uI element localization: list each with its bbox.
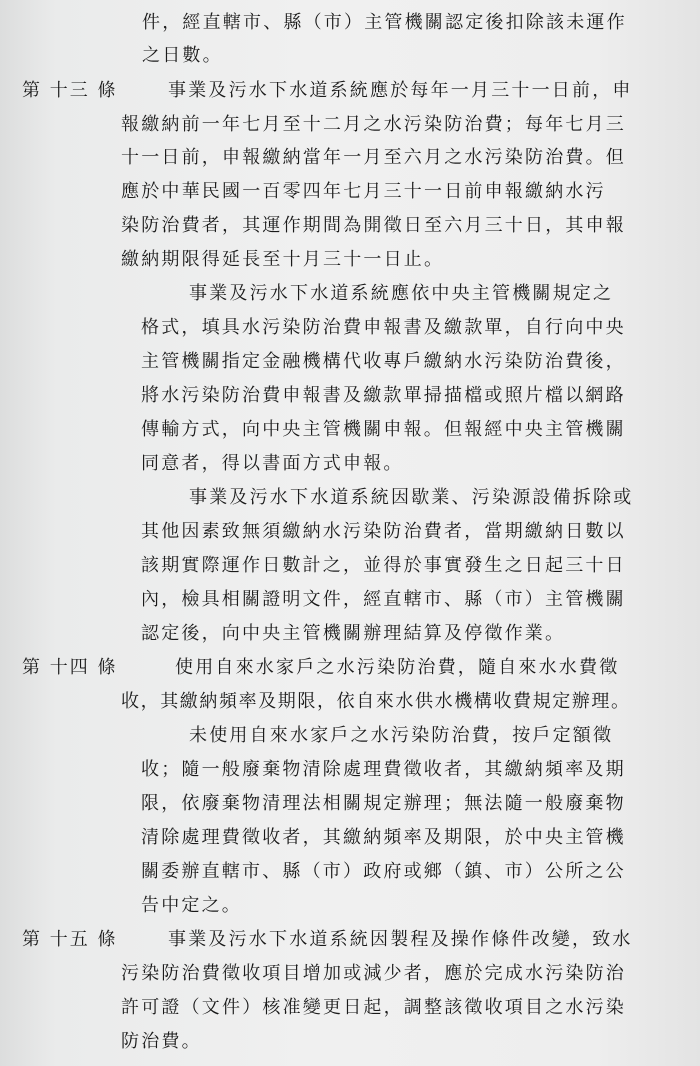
text-line: 告中定之。 — [141, 895, 242, 916]
text-line: 收；隨一般廢棄物清除處理費徵收者，其繳納頻率及期 — [141, 759, 626, 780]
text-line: 主管機關指定金融機構代收專戶繳納水污染防治費後， — [141, 351, 626, 372]
text-line: 使用自來水家戶之水污染防治費，隨自來水水費徵 — [175, 657, 620, 678]
article-14-label: 第 十四 條 — [22, 657, 118, 678]
text-line: 染防治費者，其運作期間為開徵日至六月三十日，其申報 — [121, 215, 626, 236]
text-line: 繳納期限得延長至十月三十一日止。 — [121, 249, 445, 270]
text-line: 污染防治費徵收項目增加或減少者，應於完成水污染防治 — [121, 963, 626, 984]
text-line: 同意者，得以書面方式申報。 — [141, 453, 404, 474]
text-line: 事業及污水下水道系統因製程及操作條件改變，致水 — [168, 929, 633, 950]
text-line: 事業及污水下水道系統應於每年一月三十一日前，申 — [168, 80, 633, 101]
article-13-label: 第 十三 條 — [22, 80, 118, 101]
text-line: 收，其繳納頻率及期限，依自來水供水機構收費規定辦理。 — [121, 691, 631, 712]
text-line: 件，經直轄市、縣（市）主管機關認定後扣除該未運作 — [142, 12, 627, 33]
text-line: 事業及污水下水道系統因歇業、污染源設備拆除或 — [189, 487, 634, 508]
article-15-label: 第 十五 條 — [22, 929, 118, 950]
text-line: 認定後，向中央主管機關辦理結算及停徵作業。 — [141, 623, 566, 644]
text-line: 應於中華民國一百零四年七月三十一日前申報繳納水污 — [121, 181, 606, 202]
text-line: 限，依廢棄物清理法相關規定辦理；無法隨一般廢棄物 — [141, 793, 626, 814]
text-line: 十一日前，申報繳納當年一月至六月之水污染防治費。但 — [121, 147, 626, 168]
text-line: 內，檢具相關證明文件，經直轄市、縣（市）主管機關 — [141, 589, 626, 610]
text-line: 許可證（文件）核准變更日起，調整該徵收項目之水污染 — [121, 997, 626, 1018]
text-line: 清除處理費徵收者，其繳納頻率及期限，於中央主管機 — [141, 827, 626, 848]
text-line: 未使用自來水家戶之水污染防治費，按戶定額徵 — [189, 725, 614, 746]
text-line: 關委辦直轄市、縣（市）政府或鄉（鎮、市）公所之公 — [141, 861, 626, 882]
text-line: 將水污染防治費申報書及繳款單掃描檔或照片檔以網路 — [141, 385, 626, 406]
text-line: 格式，填具水污染防治費申報書及繳款單，自行向中央 — [141, 317, 626, 338]
text-line: 事業及污水下水道系統應依中央主管機關規定之 — [189, 283, 614, 304]
text-line: 該期實際運作日數計之，並得於事實發生之日起三十日 — [141, 555, 626, 576]
text-line: 其他因素致無須繳納水污染防治費者，當期繳納日數以 — [141, 521, 626, 542]
text-line: 報繳納前一年七月至十二月之水污染防治費；每年七月三 — [121, 114, 626, 135]
text-line: 防治費。 — [121, 1031, 202, 1052]
text-line: 傳輸方式，向中央主管機關申報。但報經中央主管機關 — [141, 419, 626, 440]
text-line: 之日數。 — [142, 45, 223, 66]
